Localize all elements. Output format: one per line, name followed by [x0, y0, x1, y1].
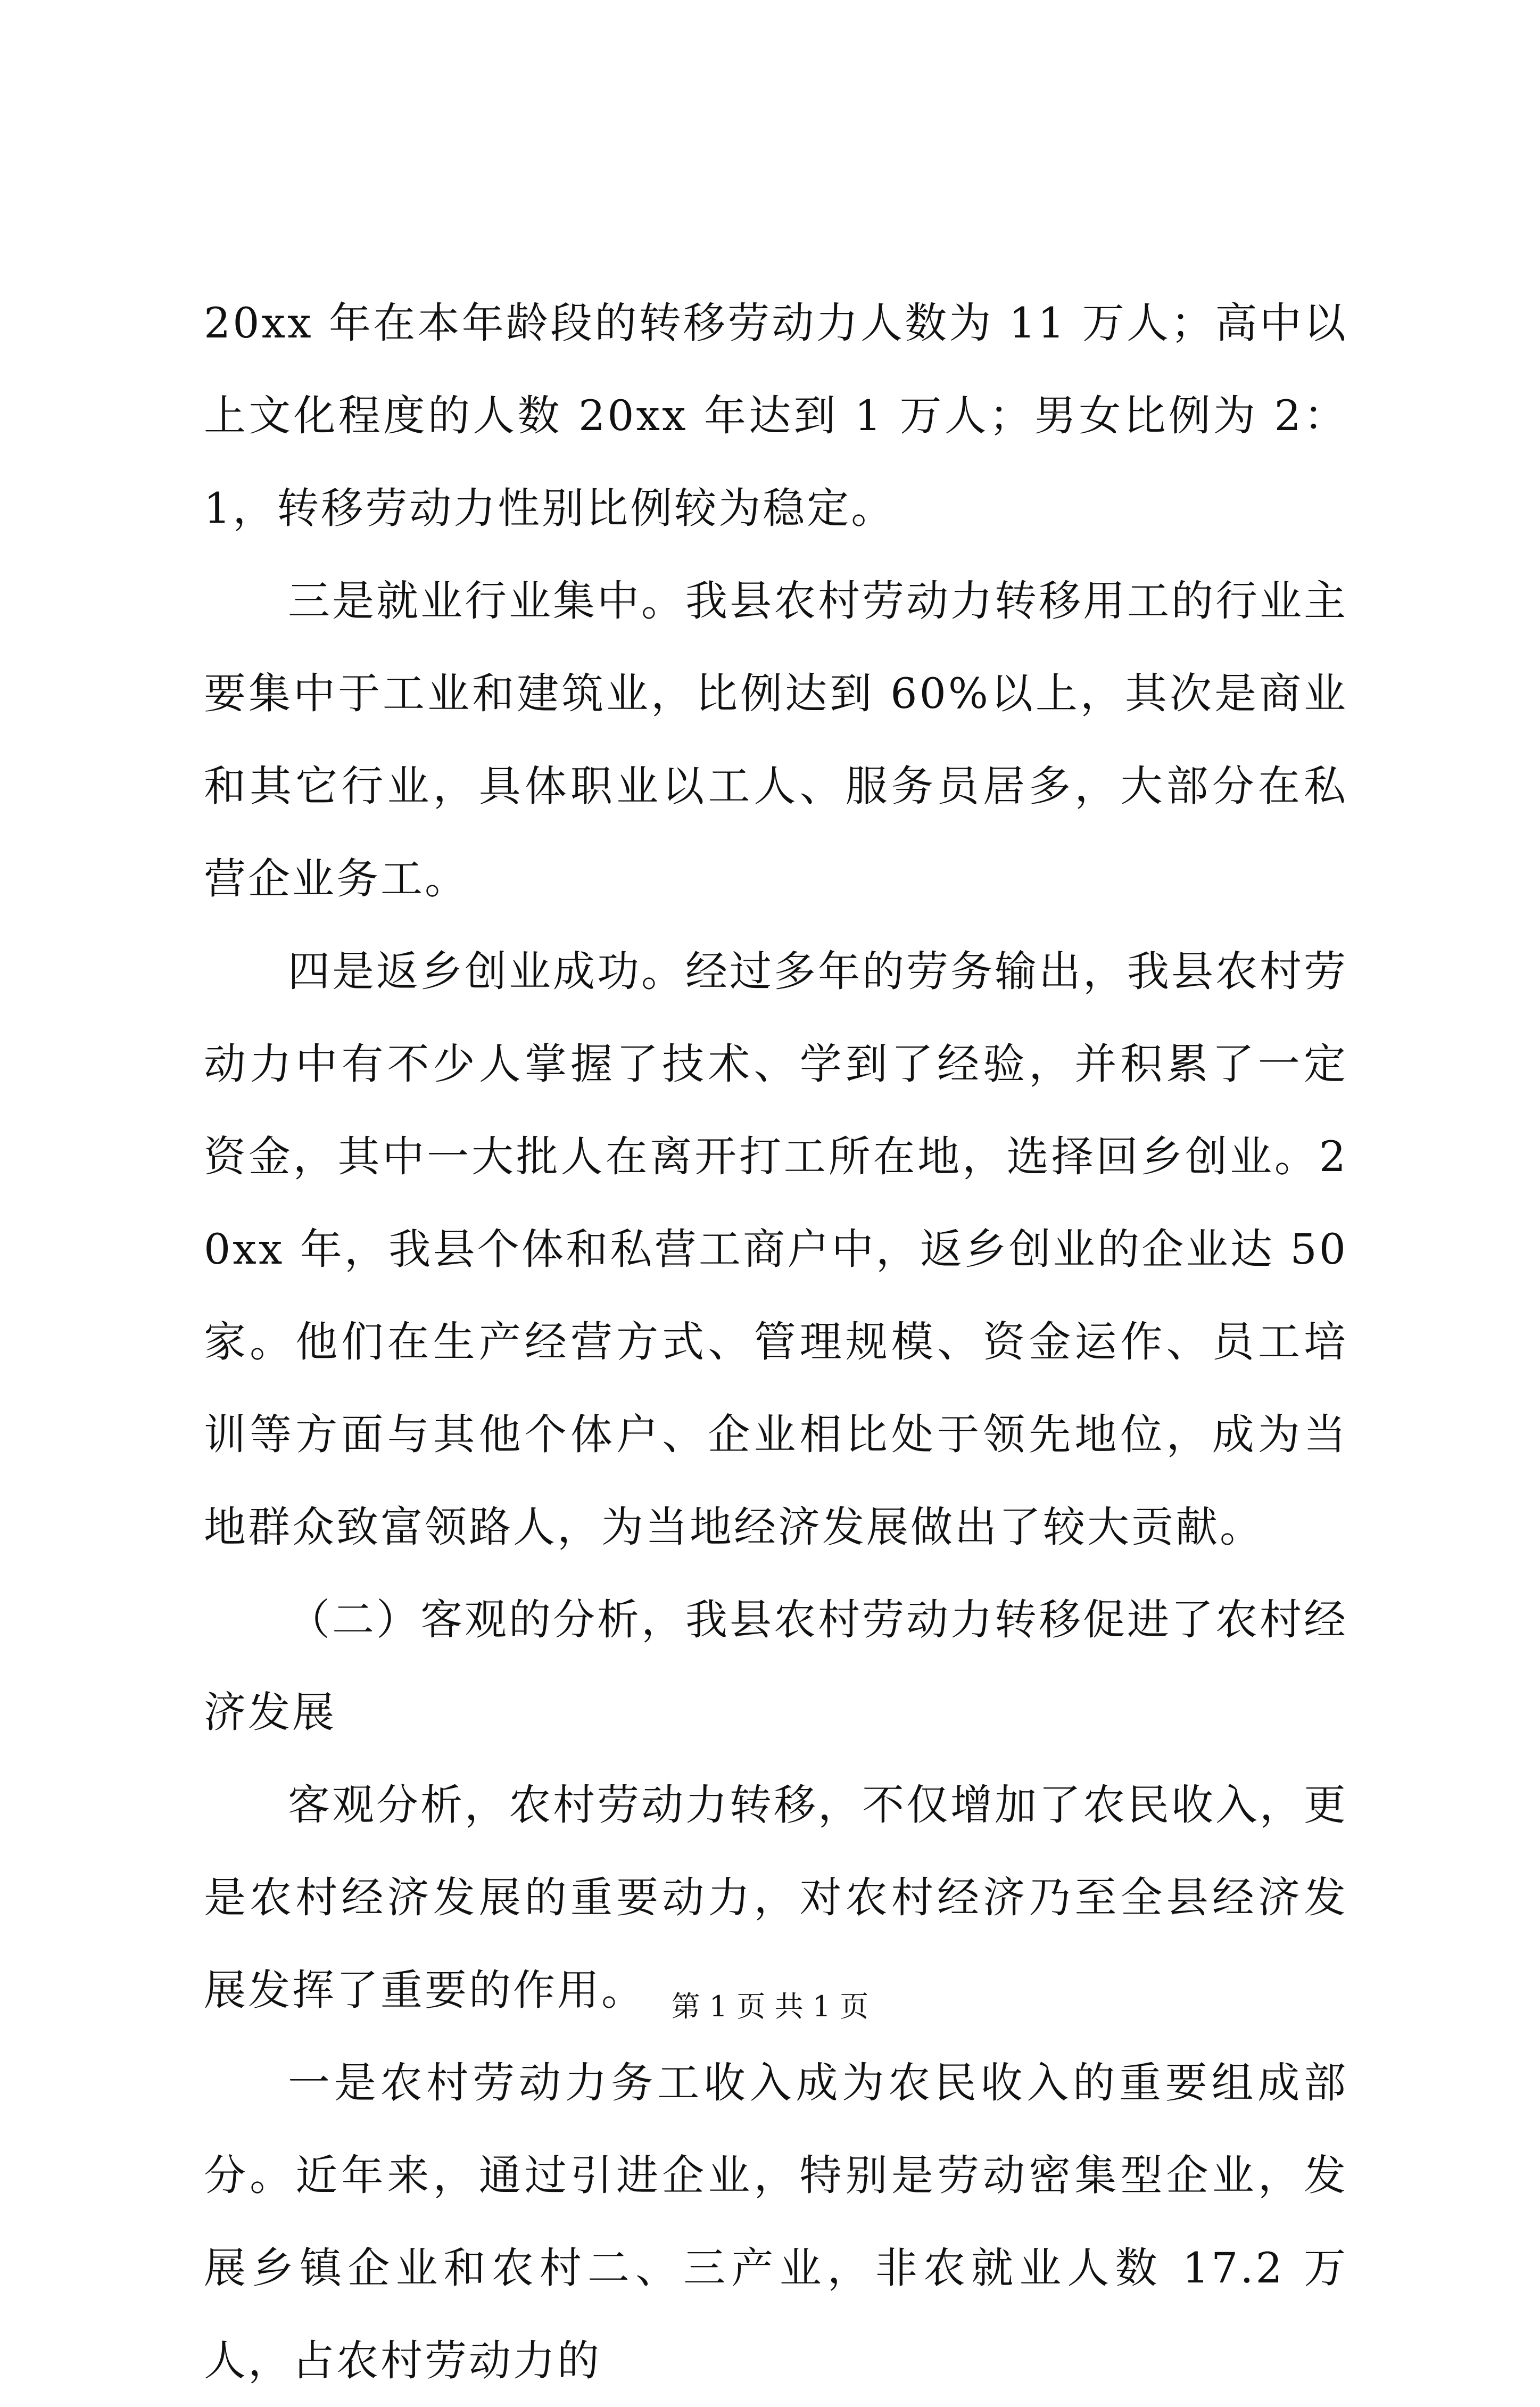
paragraph-6: 一是农村劳动力务工收入成为农民收入的重要组成部分。近年来，通过引进企业，特别是劳动密集型企业，发展乡镇企业和农村二、三产业，非农就业人数 17.2 万人，占农村劳动力的	[204, 2058, 1348, 2385]
paragraph-5: 客观分析，农村劳动力转移，不仅增加了农民收入，更是农村经济发展的重要动力，对农村经济乃至全县经济发展发挥了重要的作用。	[204, 1780, 1348, 2015]
paragraph-2: 三是就业行业集中。我县农村劳动力转移用工的行业主要集中于工业和建筑业，比例达到 60%以上，其次是商业和其它行业，具体职业以工人、服务员居多，大部分在私营企业务工。	[204, 576, 1348, 903]
document-body	[204, 277, 1348, 2407]
paragraph-1: 20xx 年在本年龄段的转移劳动力人数为 11 万人；高中以上文化程度的人数 20xx 年达到 1 万人；男女比例为 2：1，转移劳动力性别比例较为稳定。	[204, 299, 1348, 533]
page-footer: 第 1 页 共 1 页	[671, 1990, 869, 2023]
paragraph-3: 四是返乡创业成功。经过多年的劳务输出，我县农村劳动力中有不少人掌握了技术、学到了经验，并积累了一定资金，其中一大批人在离开打工所在地，选择回乡创业。20xx 年，我县个体和私营工商户中，返乡创业的企业达 50 家。他们在生产经营方式、管理规模、资金运作、员工培训等方面与其他个体户、企业相比处于领先地位，成为当地群众致富领路人，为当地经济发展做出了较大贡献。	[204, 947, 1348, 1552]
section-heading: （二）客观的分析，我县农村劳动力转移促进了农村经济发展	[204, 1595, 1348, 1737]
